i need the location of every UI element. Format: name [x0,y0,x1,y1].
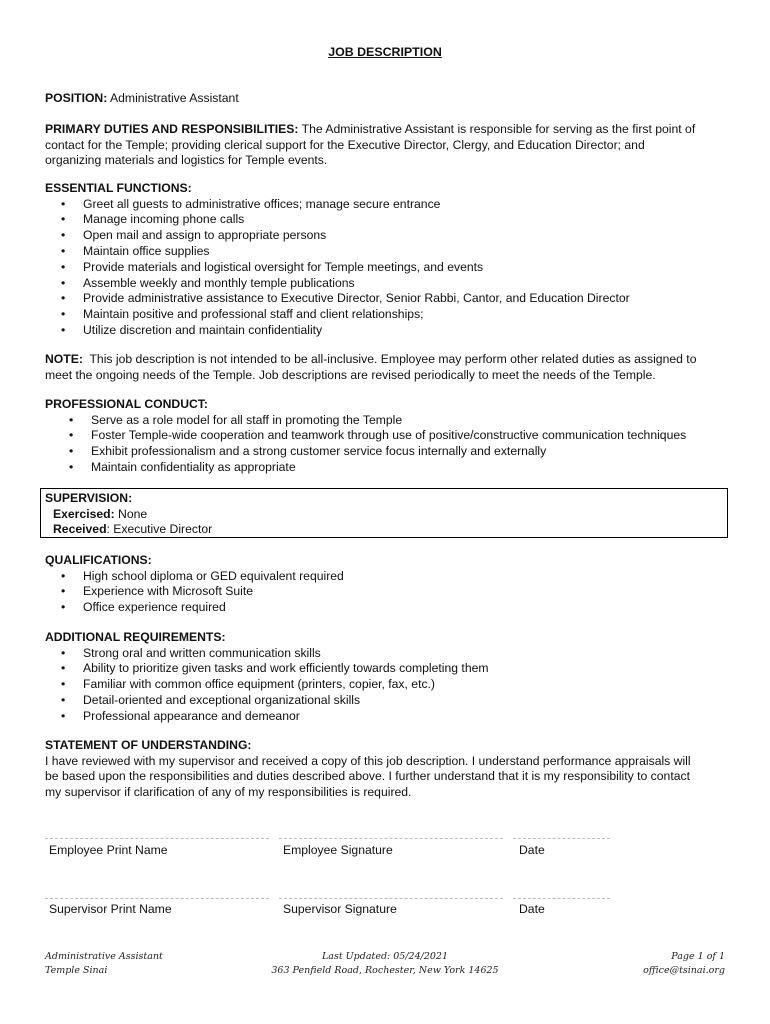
received-label: Received [53,522,107,537]
qualifications-section [45,553,725,616]
qualifications-list [45,569,725,616]
employee-print-name-line[interactable] [45,838,269,839]
supervisor-signature-label: Supervisor Signature [283,902,397,916]
list-item: • Strong oral and written communication skills [45,646,725,662]
supervision-received [45,522,727,538]
list-item: • Provide materials and logistical oversight for Temple meetings, and events [45,260,725,276]
list-item: • Detail-oriented and exceptional organizational skills [45,693,725,709]
position-label: POSITION: [45,91,108,105]
professional-conduct-list [45,413,725,476]
employee-date-line[interactable] [513,838,610,839]
list-item: • Maintain positive and professional staff and client relationships; [45,307,725,323]
position-value: Administrative Assistant [110,91,239,105]
footer-right [643,950,725,978]
position-line [45,91,725,107]
exercised-label: Exercised: [53,506,115,521]
note-section [45,352,725,383]
supervisor-date-line[interactable] [513,898,610,899]
essential-functions-list [45,197,725,339]
exercised-value: None [118,506,148,521]
footer-center [235,950,535,978]
employee-print-name-label: Employee Print Name [49,843,168,857]
list-item: • Utilize discretion and maintain confidentiality [45,323,725,339]
list-item: • Office experience required [45,600,725,616]
supervision-exercised [45,507,727,523]
received-value: : Executive Director [106,522,213,537]
supervisor-print-name-label: Supervisor Print Name [49,902,172,916]
list-item: • Manage incoming phone calls [45,212,725,228]
supervision-heading: SUPERVISION: [45,491,133,505]
footer-position: Administrative Assistant [45,951,163,962]
note-line: This job description is not intended to be all-inclusive. Employee may perform other related duties as assigned to [89,352,697,366]
primary-duties-line: organizing materials and logistics for Temple events. [45,153,328,168]
footer-page-number: Page 1 of 1 [671,951,725,962]
supervisor-print-name-line[interactable] [45,898,269,899]
additional-requirements-heading: ADDITIONAL REQUIREMENTS: [45,630,226,644]
list-item: • Foster Temple-wide cooperation and teamwork through use of positive/constructive communication techniques [45,428,725,444]
employee-signature-line[interactable] [279,838,503,839]
note-label: NOTE: [45,352,83,366]
list-item: • Professional appearance and demeanor [45,709,725,725]
footer-address: 363 Penfield Road, Rochester, New York 14625 [271,965,499,976]
list-item: • Exhibit professionalism and a strong customer service focus internally and externally [45,444,725,460]
footer-last-updated: Last Updated: 05/24/2021 [321,951,448,962]
statement-line: my supervisor if clarification of any of my responsibilities is required. [45,784,412,799]
employee-date-label: Date [519,843,545,857]
list-item: • Maintain confidentiality as appropriate [45,460,725,476]
primary-duties-line: The Administrative Assistant is responsible for serving as the first point of [301,122,696,136]
statement-section [45,738,725,800]
list-item: • Familiar with common office equipment (printers, copier, fax, etc.) [45,677,725,693]
professional-conduct-heading: PROFESSIONAL CONDUCT: [45,397,208,411]
supervisor-date-label: Date [519,902,545,916]
list-item: • High school diploma or GED equivalent required [45,569,725,585]
essential-functions-section [45,181,725,339]
additional-requirements-section [45,630,725,725]
footer-email: office@tsinai.org [643,965,725,976]
note-line: meet the ongoing needs of the Temple. Job descriptions are revised periodically to meet the needs of the Temple. [45,367,656,382]
employee-signature-label: Employee Signature [283,843,393,857]
statement-heading: STATEMENT OF UNDERSTANDING: [45,738,252,752]
document-title: JOB DESCRIPTION [328,45,442,59]
list-item: • Assemble weekly and monthly temple publications [45,276,725,292]
list-item: • Greet all guests to administrative offices; manage secure entrance [45,197,725,213]
list-item: • Ability to prioritize given tasks and work efficiently towards completing them [45,661,725,677]
essential-functions-heading: ESSENTIAL FUNCTIONS: [45,181,192,195]
list-item: • Serve as a role model for all staff in promoting the Temple [45,413,725,429]
list-item: • Open mail and assign to appropriate persons [45,228,725,244]
primary-duties-line: contact for the Temple; providing clerical support for the Executive Director, Clergy, and Education Director; and [45,137,645,152]
primary-duties-section [45,122,725,169]
list-item: • Experience with Microsoft Suite [45,584,725,600]
footer-left [45,950,163,978]
list-item: • Provide administrative assistance to Executive Director, Senior Rabbi, Cantor, and Education Director [45,291,725,307]
statement-line: I have reviewed with my supervisor and received a copy of this job description. I understand performance appraisals will [45,753,691,768]
list-item: • Maintain office supplies [45,244,725,260]
supervisor-signature-line[interactable] [279,898,503,899]
qualifications-heading: QUALIFICATIONS: [45,553,152,567]
supervision-box [40,488,728,538]
professional-conduct-section [45,397,725,476]
additional-requirements-list [45,646,725,725]
statement-line: be based upon the responsibilities and duties described above. I further understand that it is my responsibility to contact [45,769,690,784]
footer-organization: Temple Sinai [45,965,108,976]
primary-duties-label: PRIMARY DUTIES AND RESPONSIBILITIES: [45,122,299,136]
